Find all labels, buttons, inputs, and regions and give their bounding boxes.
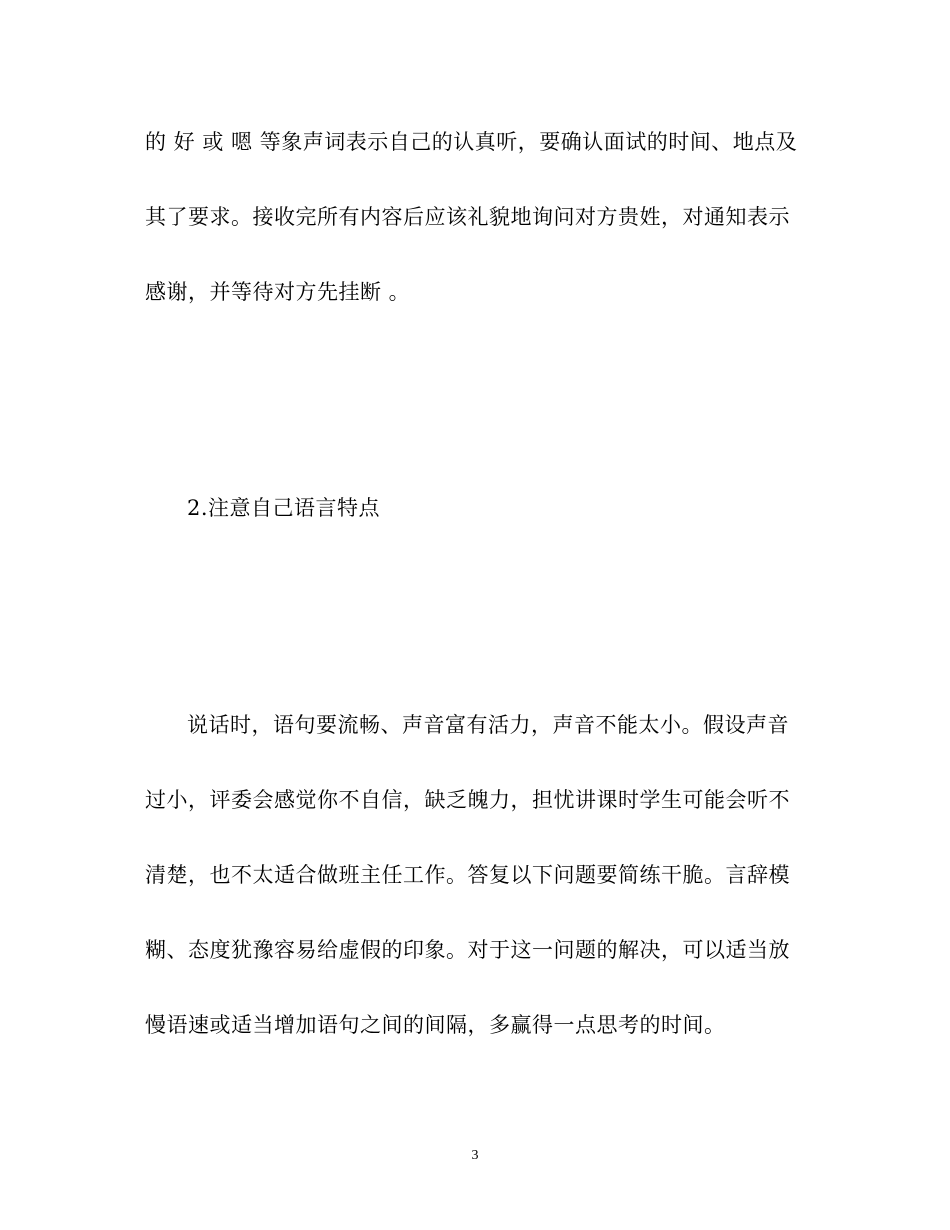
paragraph-2-line-4: 糊、态度犹豫容易给虚假的印象。对于这一问题的解决，可以适当放	[145, 938, 790, 962]
paragraph-2-line-2: 过小，评委会感觉你不自信，缺乏魄力，担忧讲课时学生可能会听不	[145, 788, 790, 812]
section-heading: 2.注意自己语言特点	[187, 496, 381, 520]
page-number: 3	[471, 1148, 479, 1163]
paragraph-1-line-3: 感谢，并等待对方先挂断 。	[145, 280, 411, 304]
paragraph-2-line-3: 清楚，也不太适合做班主任工作。答复以下问题要简练干脆。言辞模	[145, 863, 790, 887]
paragraph-1-line-1: 的 好 或 嗯 等象声词表示自己的认真听，要确认面试的时间、地点及	[145, 130, 798, 154]
paragraph-1-line-2: 其了要求。接收完所有内容后应该礼貌地询问对方贵姓，对通知表示	[145, 205, 790, 229]
paragraph-2-line-1: 说话时，语句要流畅、声音富有活力，声音不能太小。假设声音	[187, 713, 789, 737]
paragraph-2-line-5: 慢语速或适当增加语句之间的间隔，多赢得一点思考的时间。	[145, 1013, 726, 1037]
